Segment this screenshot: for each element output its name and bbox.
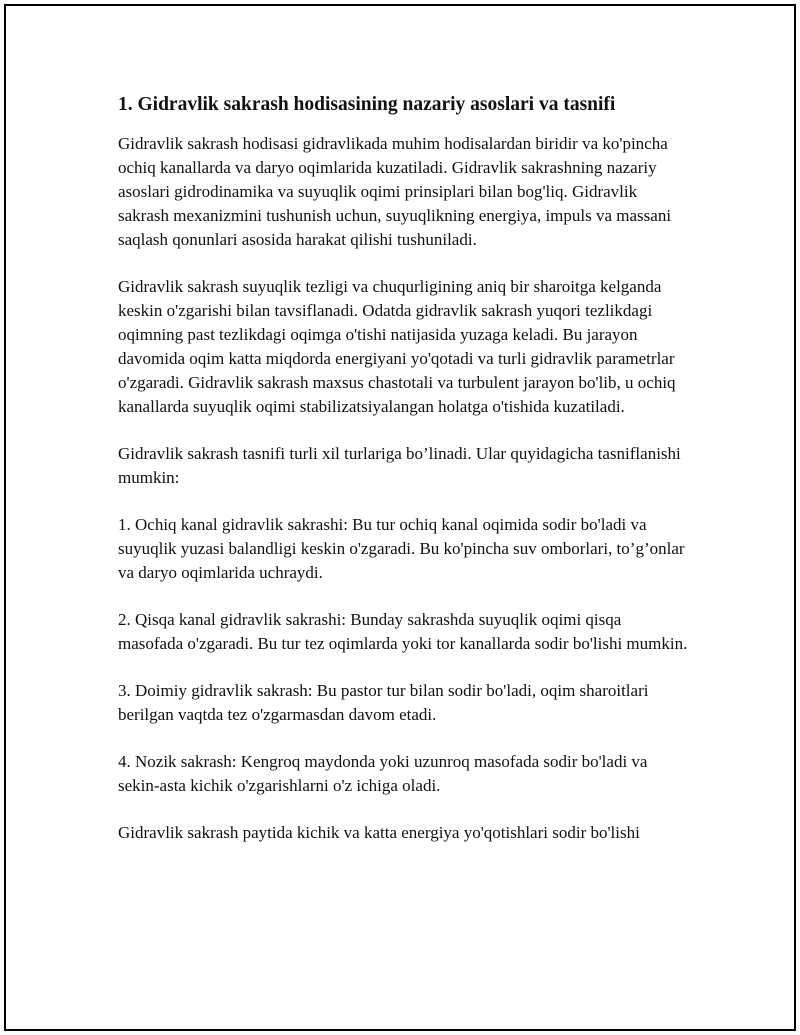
section-heading: 1. Gidravlik sakrash hodisasining nazariy asoslari va tasnifi xyxy=(118,94,616,115)
classification-intro-paragraph: Gidravlik sakrash tasnifi turli xil turlariga bo’linadi. Ular quyidagicha tasniflanishi mumkin: xyxy=(118,444,681,487)
list-item-short-channel: 2. Qisqa kanal gidravlik sakrashi: Bunday sakrashda suyuqlik oqimi qisqa masofada o'zgaradi. Bu tur tez oqimlarda yoki tor kanallarda sodir bo'lishi mumkin. xyxy=(118,610,688,653)
intro-paragraph: Gidravlik sakrash hodisasi gidravlikada muhim hodisalardan biridir va ko'pincha ochiq kanallarda va daryo oqimlarida kuzatiladi. Gidravlik sakrashning nazariy asoslari gidrodinamika va suyuqlik oqimi prinsiplari bilan bog'liq. Gidravlik sakrash mexanizmini tushunish uchun, suyuqlikning energiya, impuls va massani saqlash qonunlari asosida harakat qilishi tushuniladi. xyxy=(118,134,672,249)
list-item-gentle-jump: 4. Nozik sakrash: Kengroq maydonda yoki uzunroq masofada sodir bo'ladi va sekin-asta kichik o'zgarishlarni o'z ichiga oladi. xyxy=(118,752,648,795)
document-body xyxy=(118,92,688,868)
closing-paragraph: Gidravlik sakrash paytida kichik va katta energiya yo'qotishlari sodir bo'lishi xyxy=(118,823,640,842)
list-item-open-channel: 1. Ochiq kanal gidravlik sakrashi: Bu tur ochiq kanal oqimida sodir bo'ladi va suyuqlik yuzasi balandligi keskin o'zgaradi. Bu ko'pincha suv omborlari, to’g’onlar va daryo oqimlarida uchraydi. xyxy=(118,515,685,582)
description-paragraph: Gidravlik sakrash suyuqlik tezligi va chuqurligining aniq bir sharoitga kelganda keskin o'zgarishi bilan tavsiflanadi. Odatda gidravlik sakrash yuqori tezlikdagi oqimning past tezlikdagi oqimga o'tishi natijasida yuzaga keladi. Bu jarayon davomida oqim katta miqdorda energiyani yo'qotadi va turli gidravlik parametrlar o'zgaradi. Gidravlik sakrash maxsus chastotali va turbulent jarayon bo'lib, u ochiq kanallarda suyuqlik oqimi stabilizatsiyalangan holatga o'tishida kuzatiladi. xyxy=(118,277,676,416)
list-item-steady-jump: 3. Doimiy gidravlik sakrash: Bu pastor tur bilan sodir bo'ladi, oqim sharoitlari berilgan vaqtda tez o'zgarmasdan davom etadi. xyxy=(118,681,649,724)
